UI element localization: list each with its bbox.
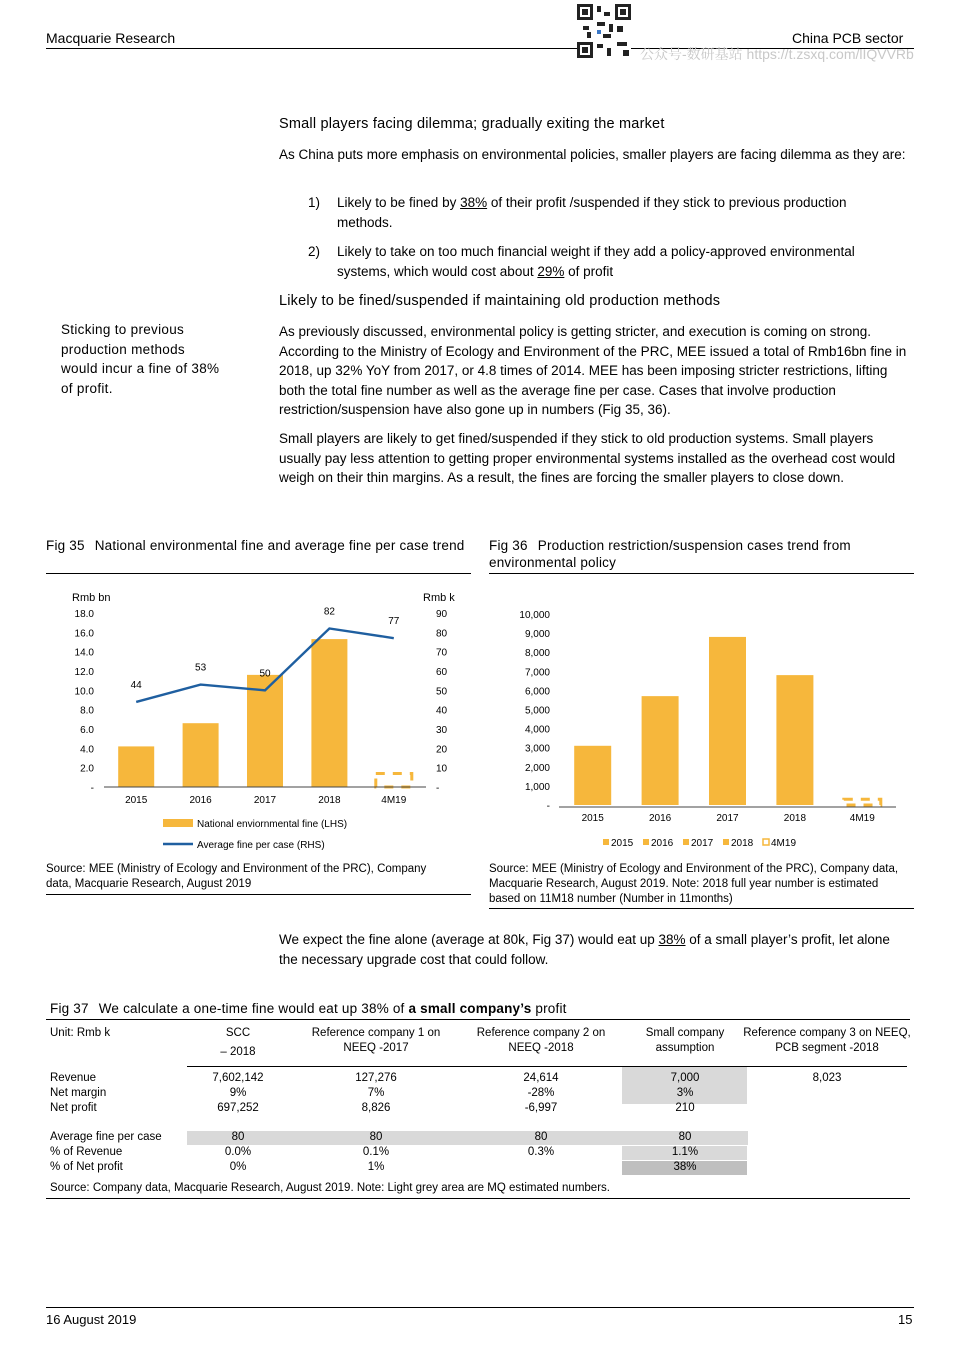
table-cell: 697,252: [217, 1102, 259, 1114]
fig35-x-tick-label: 2016: [189, 795, 212, 806]
paragraph-text: We expect the fine alone (average at 80k, Fig 37) would eat up: [279, 932, 659, 947]
fig35-right-axis-label: Rmb k: [423, 592, 455, 604]
table-cell: 80: [678, 1131, 692, 1143]
fig36-y-tick-label: 4,000: [524, 724, 550, 736]
table-cell: 7,000: [670, 1072, 700, 1084]
fig35-right-tick-label: 50: [436, 686, 448, 698]
list-text: Likely to be fined by: [337, 195, 461, 210]
fig36-y-tick-label: 8,000: [524, 648, 550, 660]
paragraph-text: of a small player’s profit, let alone the necessary upgrade cost that could follow.: [279, 932, 890, 967]
fig36-legend-swatch: [723, 839, 729, 845]
fig35-x-tick-label: 4M19: [381, 795, 407, 806]
fig35-right-tick-label: 10: [436, 763, 448, 775]
watermark-tag: 公众号-数研基站 https://t.zsxq.com/lIQVVRb: [640, 46, 914, 62]
fig35-bar: [311, 639, 347, 787]
table-unit-label: Unit: Rmb k: [50, 1027, 111, 1039]
fig36-y-tick-label: -: [546, 801, 550, 812]
fig35-bar: [247, 675, 283, 787]
fig36-legend-label: 2018: [731, 838, 754, 849]
fig35-left-tick-label: 18.0: [74, 609, 94, 620]
fig35-legend-line: Average fine per case (RHS): [197, 840, 325, 851]
fig35-right-tick-label: 40: [436, 705, 448, 717]
fig37-caption: [50, 1000, 910, 1017]
fig36-bar: [844, 799, 881, 805]
fig35-right-tick-label: 70: [436, 647, 448, 659]
list-text-line2: methods.: [337, 214, 393, 230]
fig35-series-line: [136, 628, 394, 701]
fig35-right-tick-label: -: [436, 783, 440, 794]
fig36-bar: [709, 637, 746, 805]
fig35-left-tick-label: 8.0: [80, 705, 94, 717]
fig36-chart: [489, 600, 914, 855]
fig35-bottom-rule: [46, 894, 471, 895]
table-column-header: Reference company 3 on NEEQ, PCB segment -2018: [743, 1027, 911, 1054]
table-column-header: Small company assumption: [645, 1027, 725, 1054]
fig35-number: Fig 35: [46, 538, 85, 553]
fig36-bar: [642, 696, 679, 805]
fig36-title: Production restriction/suspension cases trend from environmental policy: [489, 538, 851, 570]
fig35-left-tick-label: 6.0: [80, 725, 94, 736]
fig37-title-bold: a small company’s: [408, 1001, 532, 1016]
table-row-label: Revenue: [50, 1072, 97, 1084]
fig37-number: Fig 37: [50, 1001, 89, 1016]
table-cell: 0%: [229, 1161, 247, 1173]
fig35-bar: [118, 746, 154, 787]
table-cell: 80: [231, 1131, 245, 1143]
fig35-data-label: 53: [195, 662, 207, 674]
fig36-x-tick-label: 2016: [648, 813, 672, 824]
fig37-title-part: We calculate a one-time fine would eat up 38% of: [98, 1001, 409, 1016]
fig35-left-axis-label: Rmb bn: [72, 592, 111, 604]
list-number: 1): [308, 195, 321, 210]
paragraph-fine-estimate: [279, 930, 909, 969]
page-number: 15: [898, 1312, 913, 1327]
list-text: of profit: [564, 263, 614, 279]
fig36-bottom-rule: [489, 908, 914, 909]
table-column-header: SCC: [225, 1027, 251, 1039]
fig36-x-tick-label: 2017: [716, 813, 739, 824]
fig35-right-tick-label: 90: [436, 609, 448, 620]
fig35-legend-bar: National enviornmental fine (LHS): [197, 819, 348, 830]
table-cell: 0.1%: [362, 1146, 390, 1158]
table-row-label: % of Net profit: [50, 1161, 123, 1173]
fig36-x-tick-label: 2018: [783, 813, 807, 824]
table-row-label: Net margin: [50, 1087, 107, 1099]
fig36-y-tick-label: 7,000: [524, 667, 550, 679]
footer-date: 16 August 2019: [46, 1312, 137, 1327]
fig36-legend-swatch: [603, 839, 609, 845]
fig36-legend-label: 2017: [691, 838, 714, 849]
sidenote: Sticking to previous production methods would incur a fine of 38% of profit.: [61, 322, 220, 396]
list-text-line2: systems, which would cost about: [337, 263, 538, 279]
fig35-title: National environmental fine and average fine per case trend: [94, 538, 465, 553]
list-text: Likely to take on too much financial weight if they add a policy-approved environmental: [337, 244, 855, 259]
table-cell: -28%: [527, 1087, 555, 1099]
table-cell: 1%: [367, 1161, 385, 1173]
fig36-bar: [776, 675, 813, 805]
fig35-right-tick-label: 20: [436, 744, 448, 756]
fig36-y-tick-label: 5,000: [524, 705, 550, 717]
fig35-left-tick-label: 16.0: [74, 628, 94, 640]
header-right: China PCB sector: [792, 30, 904, 46]
fig35-left-tick-label: 2.0: [80, 763, 94, 775]
fig36-legend-swatch: [763, 839, 769, 845]
fig35-legend-bar-swatch: [163, 819, 193, 827]
fig35-chart: [46, 586, 471, 856]
fig35-caption: [46, 537, 466, 554]
fig35-right-tick-label: 80: [436, 628, 448, 640]
fig37-bottom-rule: [46, 1198, 910, 1199]
section-heading-fined: Likely to be fined/suspended if maintaining old production methods: [279, 293, 721, 309]
table-cell: 7%: [367, 1087, 385, 1099]
footer-rule: [46, 1307, 914, 1308]
fig35-left-tick-label: 14.0: [74, 647, 94, 659]
fig35-x-tick-label: 2015: [125, 795, 148, 806]
table-column-header: Reference company 1 on NEEQ -2017: [311, 1027, 441, 1054]
table-row-label: Net profit: [50, 1102, 97, 1114]
fig35-data-label: 50: [259, 668, 271, 680]
fig35-x-tick-label: 2018: [318, 795, 341, 806]
table-cell: 8,826: [361, 1102, 391, 1114]
fig35-left-tick-label: 4.0: [80, 744, 94, 756]
table-cell: 3%: [676, 1087, 694, 1099]
highlight-value: 38%: [658, 932, 686, 947]
table-cell: 80: [369, 1131, 383, 1143]
fig35-data-label: 44: [130, 679, 142, 691]
fig36-legend-swatch: [683, 839, 689, 845]
list-text: of their profit /suspended if they stick to previous production: [487, 195, 847, 210]
fig36-y-tick-label: 2,000: [524, 762, 550, 774]
fig36-legend-swatch: [643, 839, 649, 845]
fig36-number: Fig 36: [489, 538, 528, 553]
table-cell: 0.0%: [224, 1146, 252, 1158]
fig36-source: Source: MEE (Ministry of Ecology and Environment of the PRC), Company data, Macquarie Research, August 2019. Note: 2018 full year number is estimated based on 11M18 number (Number in 11months): [489, 863, 899, 905]
qr-code-icon: [577, 4, 631, 58]
table-row-label: % of Revenue: [50, 1146, 123, 1158]
fig36-caption: [489, 537, 909, 571]
fig35-source: Source: MEE (Ministry of Ecology and Environment of the PRC), Company data, Macquarie Research, August 2019: [46, 863, 427, 890]
fig35-right-tick-label: 60: [436, 667, 448, 678]
fig36-bar: [574, 746, 611, 805]
fig35-left-tick-label: -: [90, 783, 94, 794]
fig35-right-tick-label: 30: [436, 725, 448, 736]
table-cell: 38%: [673, 1161, 697, 1173]
fig35-bar: [376, 773, 412, 787]
fig35-top-rule: [46, 573, 471, 574]
fig35-bar: [183, 723, 219, 787]
list-number: 2): [308, 244, 321, 259]
fig35-data-label: 77: [388, 616, 400, 628]
paragraph-small-players: Small players are likely to get fined/suspended if they stick to old production systems. Small players usually pay less attention to getting proper environmental systems installed as the overhead cost would weigh on their thin margins. As a result, the fines are forcing the smaller players to close down.: [279, 431, 896, 485]
fig36-y-tick-label: 3,000: [524, 743, 550, 755]
highlight-value: 38%: [460, 195, 488, 210]
fig36-top-rule: [489, 573, 914, 574]
table-cell: 0.3%: [527, 1146, 555, 1158]
table-cell: 80: [534, 1131, 548, 1143]
fig37-top-rule: [46, 1019, 910, 1020]
table-cell: 8,023: [812, 1072, 842, 1084]
paragraph-policy: As previously discussed, environmental policy is getting stricter, and execution is coming on strong. According to the Ministry of Ecology and Environment of the PRC, MEE issued a total of Rmb16bn fine in 2018, up 32% YoY from 2017, or 4.8 times of 2014. MEE has been imposing stricter restrictions, lifting both the total fine number as well as the average fine per case. Cases that involve production restriction/suspension have also gone up in numbers (Fig 35, 36).: [279, 324, 907, 417]
fig36-x-tick-label: 4M19: [849, 813, 875, 824]
table-column-header: Reference company 2 on NEEQ -2018: [476, 1027, 606, 1054]
fig35-left-tick-label: 10.0: [74, 686, 94, 698]
table-cell: 7,602,142: [212, 1072, 264, 1084]
fig35-x-tick-label: 2017: [253, 795, 277, 806]
fig36-legend-label: 4M19: [771, 838, 797, 849]
table-cell: -6,997: [524, 1102, 558, 1114]
fig36-y-tick-label: 6,000: [524, 686, 550, 698]
section-heading-dilemma: Small players facing dilemma; gradually exiting the market: [279, 116, 665, 132]
intro-paragraph: As China puts more emphasis on environmental policies, smaller players are facing dilemma as they are:: [279, 147, 906, 162]
fig36-y-tick-label: 1,000: [524, 781, 550, 793]
table-cell: 24,614: [523, 1072, 559, 1084]
list-item: [308, 242, 908, 282]
fig37-source: Source: Company data, Macquarie Research, August 2019. Note: Light grey area are MQ estimated numbers.: [50, 1182, 610, 1194]
table-header-rule: [187, 1066, 907, 1067]
table-cell: 127,276: [355, 1072, 397, 1084]
fig36-x-tick-label: 2015: [581, 813, 604, 824]
fig36-y-tick-label: 10,000: [519, 610, 550, 621]
table-column-subheader: – 2018: [220, 1046, 256, 1058]
fig36-legend-label: 2015: [611, 838, 634, 849]
fig37-title-part: profit: [531, 1001, 567, 1016]
fig35-data-label: 82: [323, 606, 335, 618]
fig36-legend-label: 2016: [651, 838, 674, 849]
list-item: [308, 193, 908, 233]
table-cell: 210: [675, 1102, 695, 1114]
header-left: Macquarie Research: [46, 30, 176, 46]
table-cell: 9%: [229, 1087, 247, 1099]
table-cell: 1.1%: [671, 1146, 699, 1158]
fig36-y-tick-label: 9,000: [524, 629, 550, 641]
highlight-value: 29%: [537, 263, 565, 279]
fig35-left-tick-label: 12.0: [74, 667, 94, 678]
table-row-label: Average fine per case: [50, 1131, 162, 1143]
